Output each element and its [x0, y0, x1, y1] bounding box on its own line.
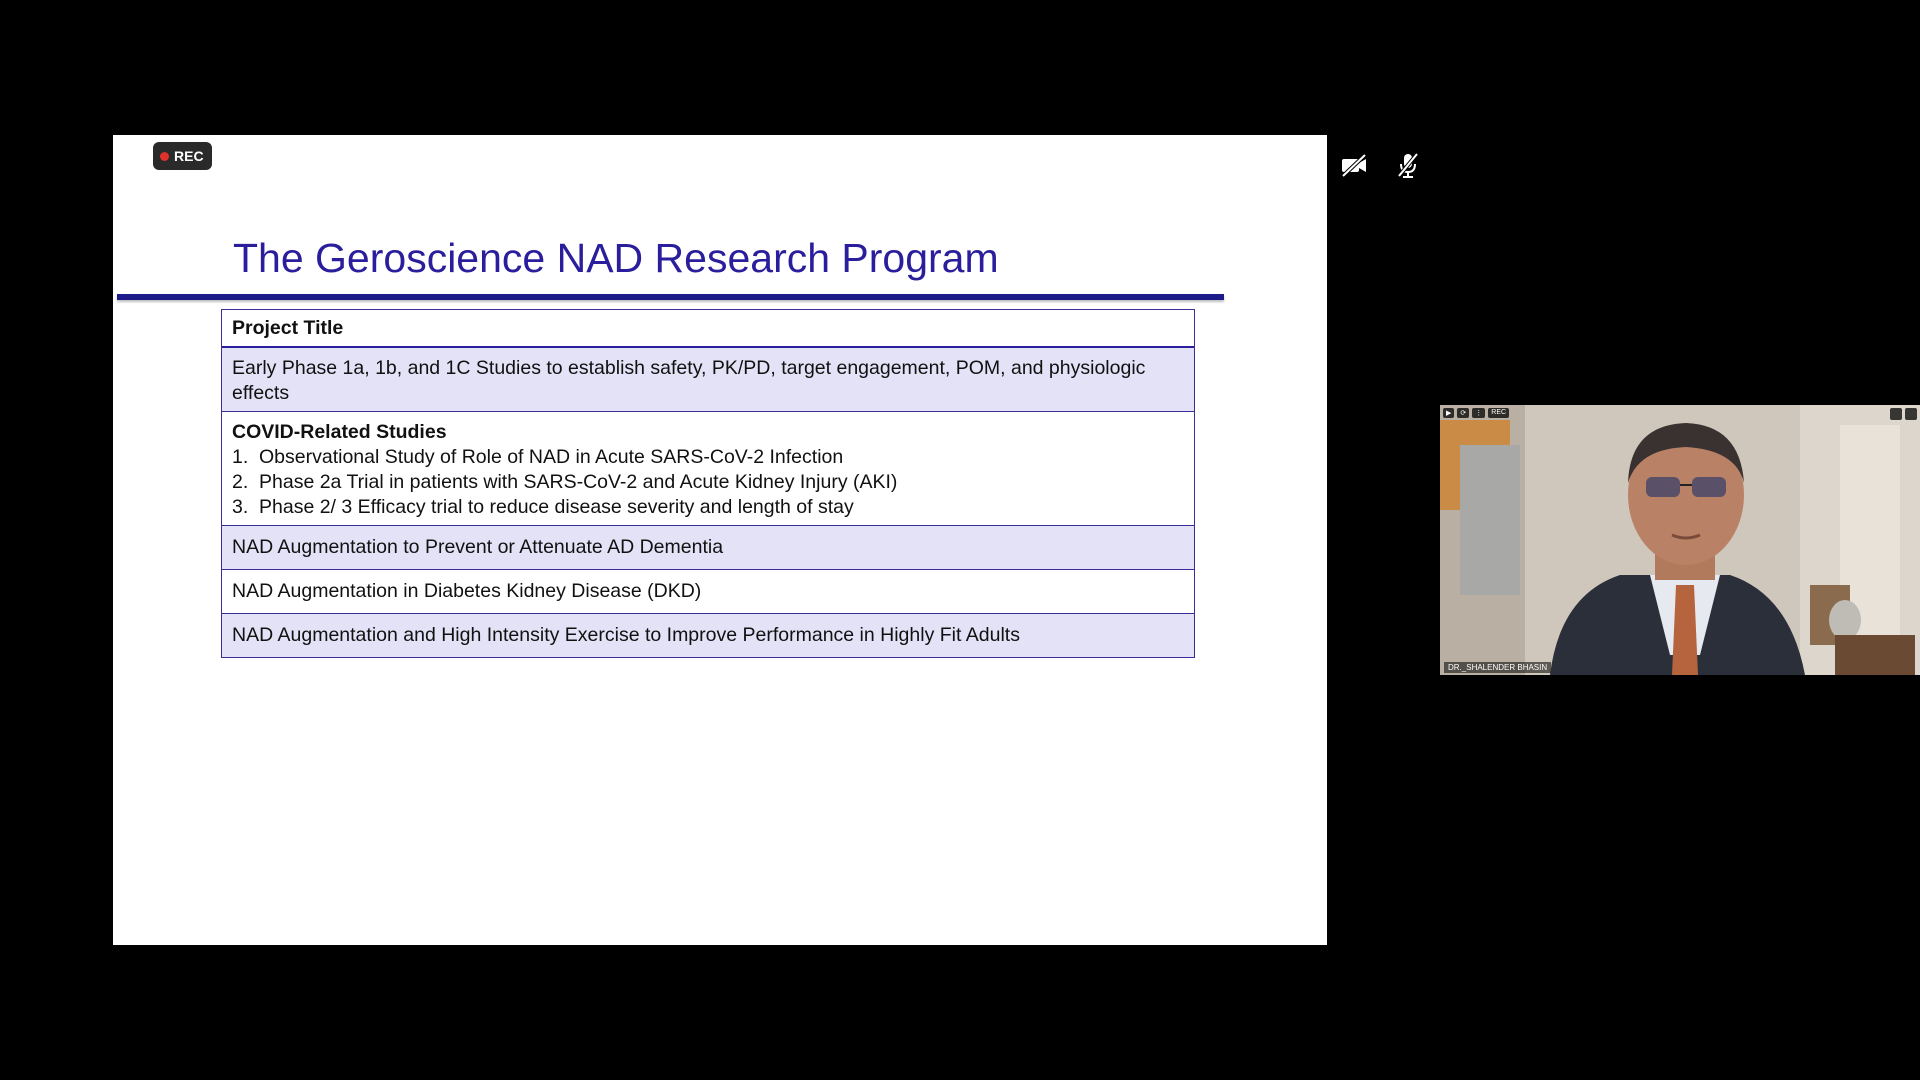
list-item-text: Phase 2/ 3 Efficacy trial to reduce disease severity and length of stay — [259, 496, 854, 518]
list-item-text: Observational Study of Role of NAD in Acute SARS-CoV-2 Infection — [259, 446, 844, 468]
tile-toolbar-item[interactable]: ⋮ — [1472, 408, 1485, 418]
recording-label: REC — [174, 148, 204, 164]
list-item-text: Phase 2a Trial in patients with SARS-CoV-2 and Acute Kidney Injury (AKI) — [259, 471, 898, 493]
record-dot-icon — [160, 152, 169, 161]
participant-tile-toolbar — [1443, 408, 1509, 418]
list-item-number: 2. — [232, 471, 249, 493]
shared-slide — [113, 135, 1327, 945]
table-header: Project Title — [232, 317, 344, 339]
list-item-number: 1. — [232, 446, 249, 468]
camera-off-icon[interactable] — [1339, 150, 1369, 180]
list-item — [232, 495, 1184, 520]
participant-video-frame — [1440, 405, 1920, 675]
participant-video-tile[interactable] — [1440, 405, 1920, 675]
tile-toolbar-item[interactable]: ⟳ — [1457, 408, 1469, 418]
slide-title: The Geroscience NAD Research Program — [233, 235, 999, 281]
table-row: NAD Augmentation to Prevent or Attenuate AD Dementia — [222, 525, 1194, 569]
list-item-number: 3. — [232, 496, 249, 518]
more-options-icon[interactable] — [1905, 408, 1917, 420]
mic-off-icon[interactable] — [1393, 150, 1423, 180]
list-item — [232, 470, 1184, 495]
table-row: NAD Augmentation in Diabetes Kidney Disease (DKD) — [222, 569, 1194, 613]
table-row: NAD Augmentation and High Intensity Exercise to Improve Performance in Highly Fit Adults — [222, 613, 1194, 657]
covid-list — [232, 445, 1184, 520]
project-table — [221, 309, 1195, 658]
covid-heading: COVID-Related Studies — [232, 421, 447, 443]
table-row: Early Phase 1a, 1b, and 1C Studies to establish safety, PK/PD, target engagement, POM, and physiologic effects — [222, 346, 1194, 411]
participant-name-label: DR._SHALENDER BHASIN — [1444, 662, 1551, 673]
title-divider — [117, 294, 1224, 300]
tile-corner-controls — [1890, 408, 1917, 420]
table-row-covid — [222, 411, 1194, 525]
tile-toolbar-item[interactable]: ▶ — [1443, 408, 1454, 418]
pin-icon[interactable] — [1890, 408, 1902, 420]
list-item — [232, 445, 1184, 470]
recording-badge[interactable] — [153, 142, 212, 170]
tile-toolbar-item: REC — [1488, 408, 1509, 418]
